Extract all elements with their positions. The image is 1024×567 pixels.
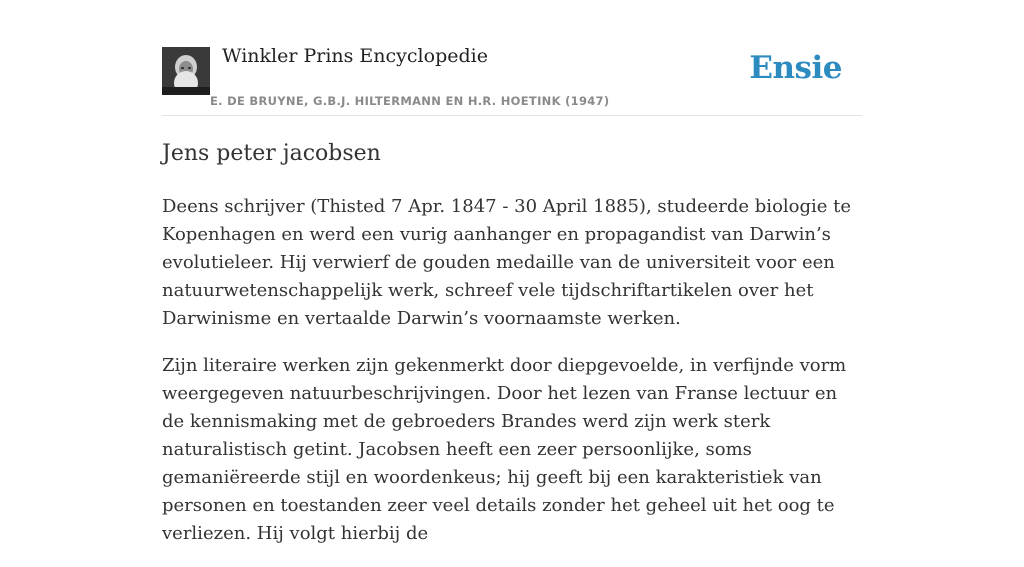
avatar[interactable] <box>162 47 210 95</box>
author-portrait-icon <box>162 47 210 95</box>
source-title[interactable]: Winkler Prins Encyclopedie <box>222 45 488 67</box>
article-paragraph: Zijn literaire werken zijn gekenmerkt door diepgevoelde, in verfijnde vorm weergegeven natuurbeschrijvingen. Door het lezen van Franse lectuur en de kennismaking met de gebroeders Brandes werd zijn werk sterk naturalistisch getint. Jacobsen heeft een zeer persoonlijke, soms gemaniëreerde stijl en woordenkeus; hij geeft bij een karakteristiek van personen en toestanden zeer veel details zonder het geheel uit het oog te verliezen. Hij volgt hierbij de <box>162 355 847 544</box>
article-body <box>162 193 862 567</box>
article-paragraph: Deens schrijver (Thisted 7 Apr. 1847 - 30 April 1885), studeerde biologie te Kopenhagen en werd een vurig aanhanger en propagandist van Darwin’s evolutieleer. Hij verwierf de gouden medaille van de universiteit voor een natuurwetenschappelijk werk, schreef vele tijdschriftartikelen over het Darwinisme en vertaalde Darwin’s voornaamste werken. <box>162 196 852 329</box>
content-column <box>162 0 862 544</box>
ensie-logo[interactable]: Ensie <box>749 50 842 86</box>
source-header <box>162 0 862 116</box>
article-title: Jens peter jacobsen <box>162 141 381 166</box>
source-authors: E. DE BRUYNE, G.B.J. HILTERMANN EN H.R. HOETINK (1947) <box>210 94 610 108</box>
